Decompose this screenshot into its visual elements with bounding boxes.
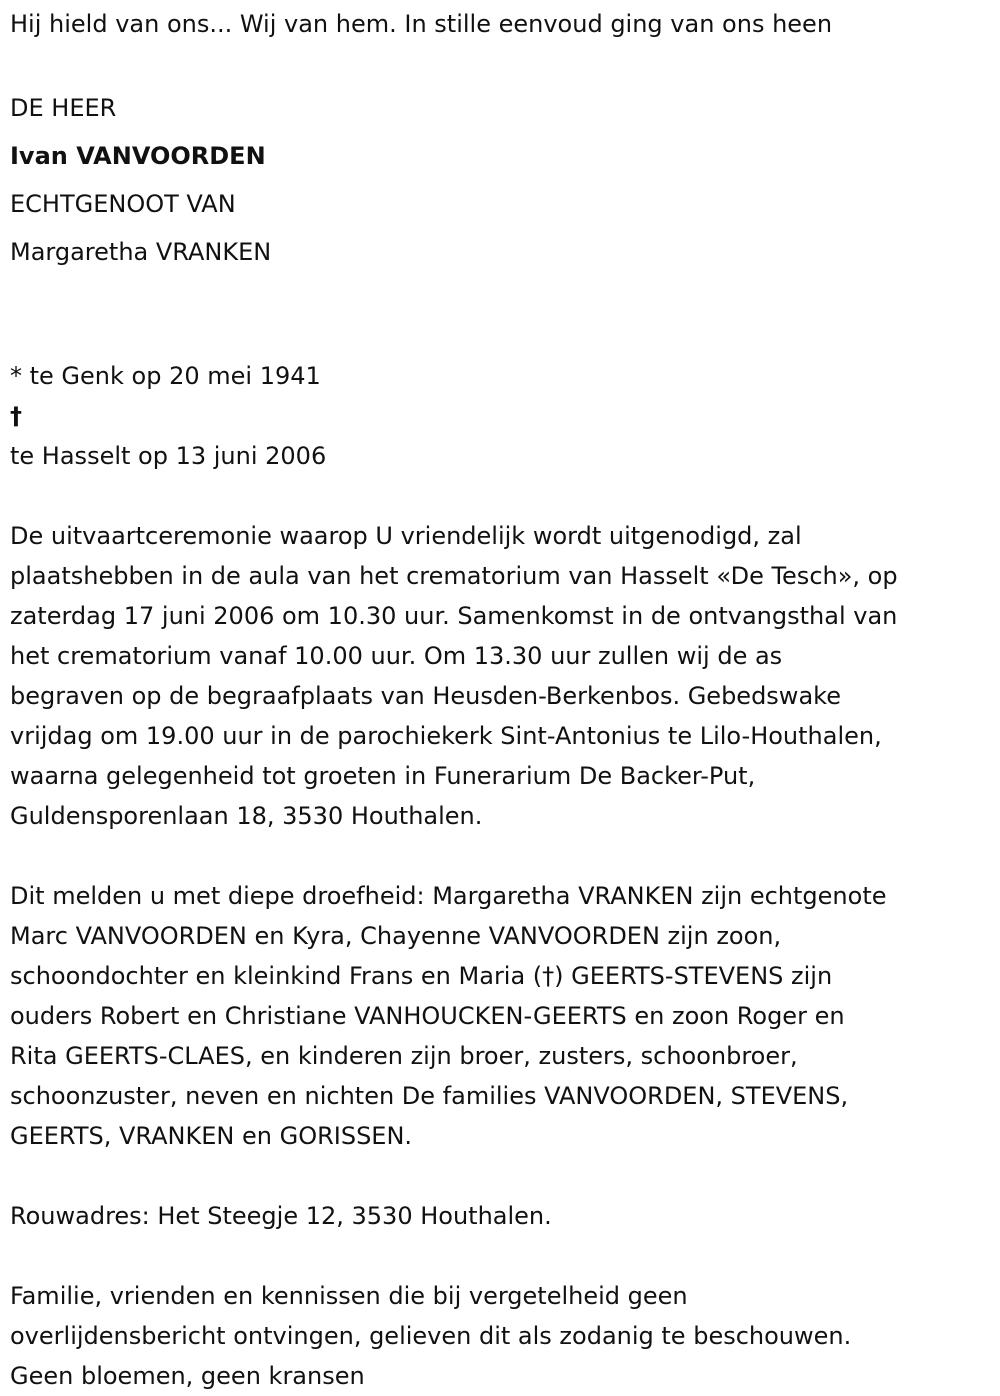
intro-text: Hij hield van ons... Wij van hem. In stille eenvoud ging van ons heen <box>10 10 833 38</box>
obituary-notice <box>10 4 995 1396</box>
spacer <box>10 1236 995 1276</box>
spacer <box>10 476 995 516</box>
spacer <box>10 1156 995 1196</box>
deceased-name: Ivan VANVOORDEN <box>10 142 266 170</box>
relation-label: ECHTGENOOT VAN <box>10 190 236 218</box>
closing-paragraph: Familie, vrienden en kennissen die bij vergetelheid geen overlijdensbericht ontvingen, gelieven dit als zodanig te beschouwen. Geen bloemen, geen kransen <box>10 1282 852 1390</box>
family-paragraph: Dit melden u met diepe droefheid: Margaretha VRANKEN zijn echtgenote Marc VANVOORDEN en Kyra, Chayenne VANVOORDEN zijn zoon, schoondochter en kleinkind Frans en Maria (†) GEERTS-STEVENS zijn ouders Robert en Christiane VANHOUCKEN-GEERTS en zoon Roger en Rita GEERTS-CLAES, en kinderen zijn broer, zusters, schoonbroer, schoonzuster, neven en nichten De families VANVOORDEN, STEVENS, GEERTS, VRANKEN en GORISSEN. <box>10 882 887 1150</box>
birth-death-dates <box>10 316 995 476</box>
deceased-heading <box>10 84 995 276</box>
title-prefix: DE HEER <box>10 94 117 122</box>
cross-icon: † <box>10 402 22 430</box>
spacer <box>10 276 995 316</box>
death-date: te Hasselt op 13 juni 2006 <box>10 442 327 470</box>
ceremony-paragraph: De uitvaartceremonie waarop U vriendelijk wordt uitgenodigd, zal plaatshebben in de aula van het crematorium van Hasselt «De Tesch», op zaterdag 17 juni 2006 om 10.30 uur. Samenkomst in de ontvangsthal van het crematorium vanaf 10.00 uur. Om 13.30 uur zullen wij de as begraven op de begraafplaats van Heusden-Berkenbos. Gebedswake vrijdag om 19.00 uur in de parochiekerk Sint-Antonius te Lilo-Houthalen, waarna gelegenheid tot groeten in Funerarium De Backer-Put, Guldensporenlaan 18, 3530 Houthalen. <box>10 522 898 830</box>
spouse-name: Margaretha VRANKEN <box>10 238 272 266</box>
mourning-address: Rouwadres: Het Steegje 12, 3530 Houthalen. <box>10 1202 552 1230</box>
spacer <box>10 836 995 876</box>
birth-date: * te Genk op 20 mei 1941 <box>10 362 321 390</box>
spacer <box>10 44 995 84</box>
